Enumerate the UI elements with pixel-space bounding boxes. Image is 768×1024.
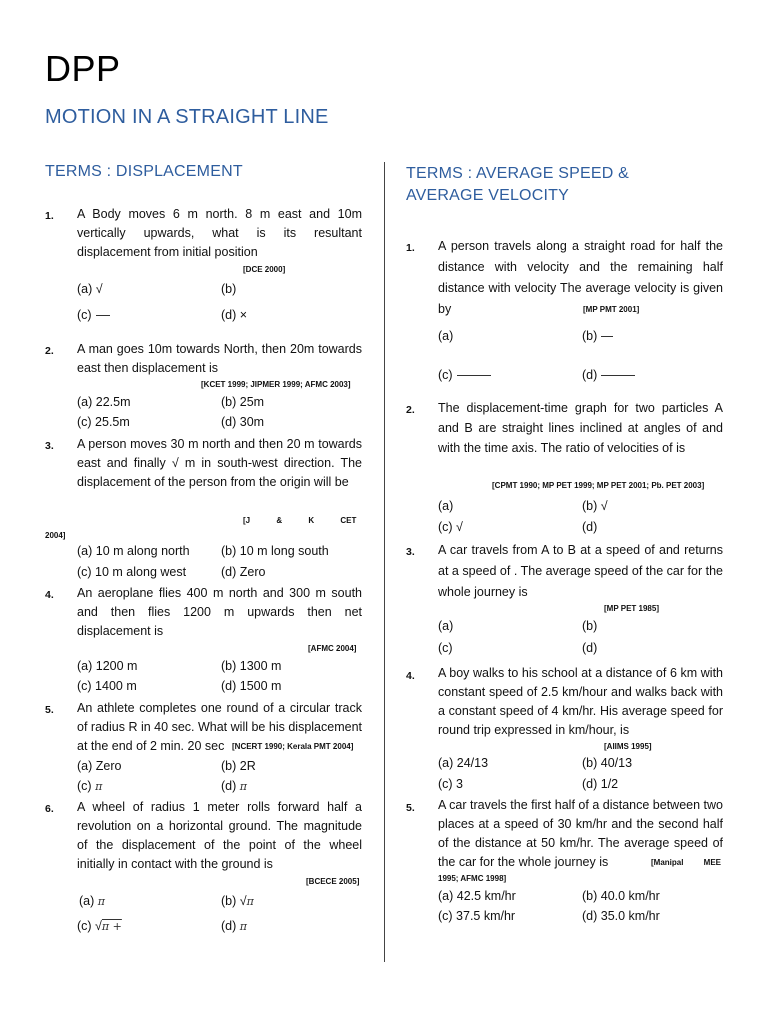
chapter-title: MOTION IN A STRAIGHT LINE xyxy=(45,106,329,128)
option-a: (a) 42.5 km/hr xyxy=(438,889,516,903)
option-c: (c) 37.5 km/hr xyxy=(438,909,516,923)
option-b: (b) 25m xyxy=(221,395,265,409)
column-divider xyxy=(384,162,385,962)
option-d: (d) 35.0 km/hr xyxy=(582,909,660,923)
question-number: 2. xyxy=(45,345,54,357)
option-d-label: (d) xyxy=(221,919,237,933)
option-d: (d) 1/2 xyxy=(582,777,619,791)
question-reference: [CPMT 1990; MP PET 1999; MP PET 2001; Pb. PET 2003] xyxy=(492,481,705,490)
option-b: (b) √ xyxy=(582,499,608,513)
option-b: (b) 10 m long south xyxy=(221,544,329,558)
question-number: 5. xyxy=(45,704,54,716)
option-d: (d) xyxy=(582,641,598,655)
option-c: (c) 3 xyxy=(438,777,463,791)
option-c xyxy=(77,779,102,793)
option-a xyxy=(79,894,105,908)
option-a: (a) Zero xyxy=(77,759,122,773)
option-d: (d) 30m xyxy=(221,415,265,429)
option-d: (d) xyxy=(582,520,598,534)
right-section-heading-line2: AVERAGE VELOCITY xyxy=(406,187,569,204)
option-c-label: (c) √ xyxy=(77,919,102,933)
fraction-bar-icon xyxy=(601,336,613,337)
option-d: (d) Zero xyxy=(221,565,266,579)
option-b-label: (b) xyxy=(582,329,598,343)
option-a: (a) 22.5m xyxy=(77,395,131,409)
option-a: (a) 10 m along north xyxy=(77,544,190,558)
question-number: 1. xyxy=(406,242,415,254)
question-text: A wheel of radius 1 meter rolls forward half a revolution on a horizontal ground. The magnitude of the displacement of the point of the wheel initially in contact with the ground is xyxy=(77,800,362,871)
fraction-bar-icon xyxy=(457,375,491,376)
option-d-label: (d) xyxy=(221,779,237,793)
pi-icon: π xyxy=(239,920,247,933)
question-text: A boy walks to his school at a distance of 6 km with constant speed of 2.5 km/hour and walks back with a constant speed of 4 km/hr. His average speed for round trip expressed in km/hour, is xyxy=(438,666,723,737)
question-text: An aeroplane flies 400 m north and 300 m south and then flies 1200 m upwards then net displacement is xyxy=(77,586,362,638)
pi-plus-icon: π + xyxy=(101,920,122,933)
option-a: (a) 24/13 xyxy=(438,756,489,770)
question-reference: [J & K CET xyxy=(243,516,357,525)
option-b-label: (b) √ xyxy=(221,894,247,908)
left-section-heading: TERMS : DISPLACEMENT xyxy=(45,163,243,180)
option-d xyxy=(582,368,635,382)
question-text: A person moves 30 m north and then 20 m towards east and finally √ m in south-west direction. The displacement of the person from the origin will be xyxy=(77,437,362,489)
question-text: A car travels the first half of a distance between two places at a speed of 30 km/hr and the second half of the distance at 50 km/hr. The average speed of the car for the whole journey is xyxy=(438,798,723,869)
question-reference-cont: 2004] xyxy=(45,531,66,540)
option-c-label: (c) xyxy=(77,779,92,793)
question-reference: [AIIMS 1995] xyxy=(604,742,652,751)
pi-icon: π xyxy=(239,780,247,793)
option-b: (b) 40.0 km/hr xyxy=(582,889,660,903)
question-number: 3. xyxy=(45,440,54,452)
question-reference: [DCE 2000] xyxy=(243,265,286,274)
option-c: (c) √ xyxy=(438,520,463,534)
question-reference: [NCERT 1990; Kerala PMT 2004] xyxy=(232,742,354,751)
option-d: (d) × xyxy=(221,308,248,322)
question-number: 6. xyxy=(45,803,54,815)
question-number: 2. xyxy=(406,404,415,416)
question-number: 1. xyxy=(45,210,54,222)
option-c xyxy=(77,308,110,322)
option-a: (a) 1200 m xyxy=(77,659,138,673)
fraction-bar-icon xyxy=(601,375,635,376)
question-number: 5. xyxy=(406,802,415,814)
pi-icon: π xyxy=(95,780,103,793)
option-d-label: (d) xyxy=(582,368,598,382)
page-title: DPP xyxy=(45,48,121,89)
option-b: (b) xyxy=(582,619,598,633)
option-a: (a) √ xyxy=(77,282,103,296)
option-c: (c) xyxy=(438,641,453,655)
option-c: (c) 10 m along west xyxy=(77,565,187,579)
right-section-heading-line1: TERMS : AVERAGE SPEED & xyxy=(406,165,630,182)
option-d xyxy=(221,779,247,793)
question-reference-cont: 1995; AFMC 1998] xyxy=(438,874,507,883)
option-c xyxy=(438,368,491,382)
option-c xyxy=(77,919,122,933)
question-number: 3. xyxy=(406,546,415,558)
option-a: (a) xyxy=(438,619,454,633)
option-b: (b) xyxy=(221,282,237,296)
option-c: (c) 1400 m xyxy=(77,679,137,693)
question-number: 4. xyxy=(45,589,54,601)
option-b: (b) 1300 m xyxy=(221,659,282,673)
option-b: (b) 2R xyxy=(221,759,256,773)
pi-icon: π xyxy=(97,895,105,908)
question-number: 4. xyxy=(406,670,415,682)
question-reference: [AFMC 2004] xyxy=(308,644,357,653)
question-reference: [Manipal MEE xyxy=(651,858,722,867)
option-d xyxy=(221,919,247,933)
option-a: (a) xyxy=(438,499,454,513)
option-c-label: (c) xyxy=(438,368,453,382)
question-text: A Body moves 6 m north. 8 m east and 10m vertically upwards, what is its resultant displacement from initial position xyxy=(77,207,362,259)
question-reference: [BCECE 2005] xyxy=(306,877,360,886)
option-b xyxy=(221,894,254,908)
question-reference: [MP PMT 2001] xyxy=(583,305,640,314)
question-reference: [MP PET 1985] xyxy=(604,604,659,613)
option-b xyxy=(582,329,613,343)
option-c: (c) 25.5m xyxy=(77,415,130,429)
question-text: A car travels from A to B at a speed of and returns at a speed of . The average speed of the car for the whole journey is xyxy=(438,543,723,599)
option-a: (a) xyxy=(438,329,454,343)
option-a-label: (a) xyxy=(79,894,95,908)
fraction-bar-icon xyxy=(96,315,110,316)
question-text: A man goes 10m towards North, then 20m towards east then displacement is xyxy=(77,342,362,375)
option-c-label: (c) xyxy=(77,308,92,322)
question-text: The displacement-time graph for two particles A and B are straight lines inclined at angles of and with the time axis. The ratio of velocities of is xyxy=(438,401,723,455)
question-reference: [KCET 1999; JIPMER 1999; AFMC 2003] xyxy=(201,380,351,389)
pi-icon: π xyxy=(246,895,254,908)
option-b: (b) 40/13 xyxy=(582,756,633,770)
option-d: (d) 1500 m xyxy=(221,679,282,693)
question-text: An athlete completes one round of a circular track of radius R in 40 sec. What will be his displacement at the end of 2 min. 20 sec xyxy=(77,701,362,753)
question-text: A person travels along a straight road for half the distance with velocity and the remaining half distance with velocity The average velocity is given by xyxy=(438,239,723,316)
